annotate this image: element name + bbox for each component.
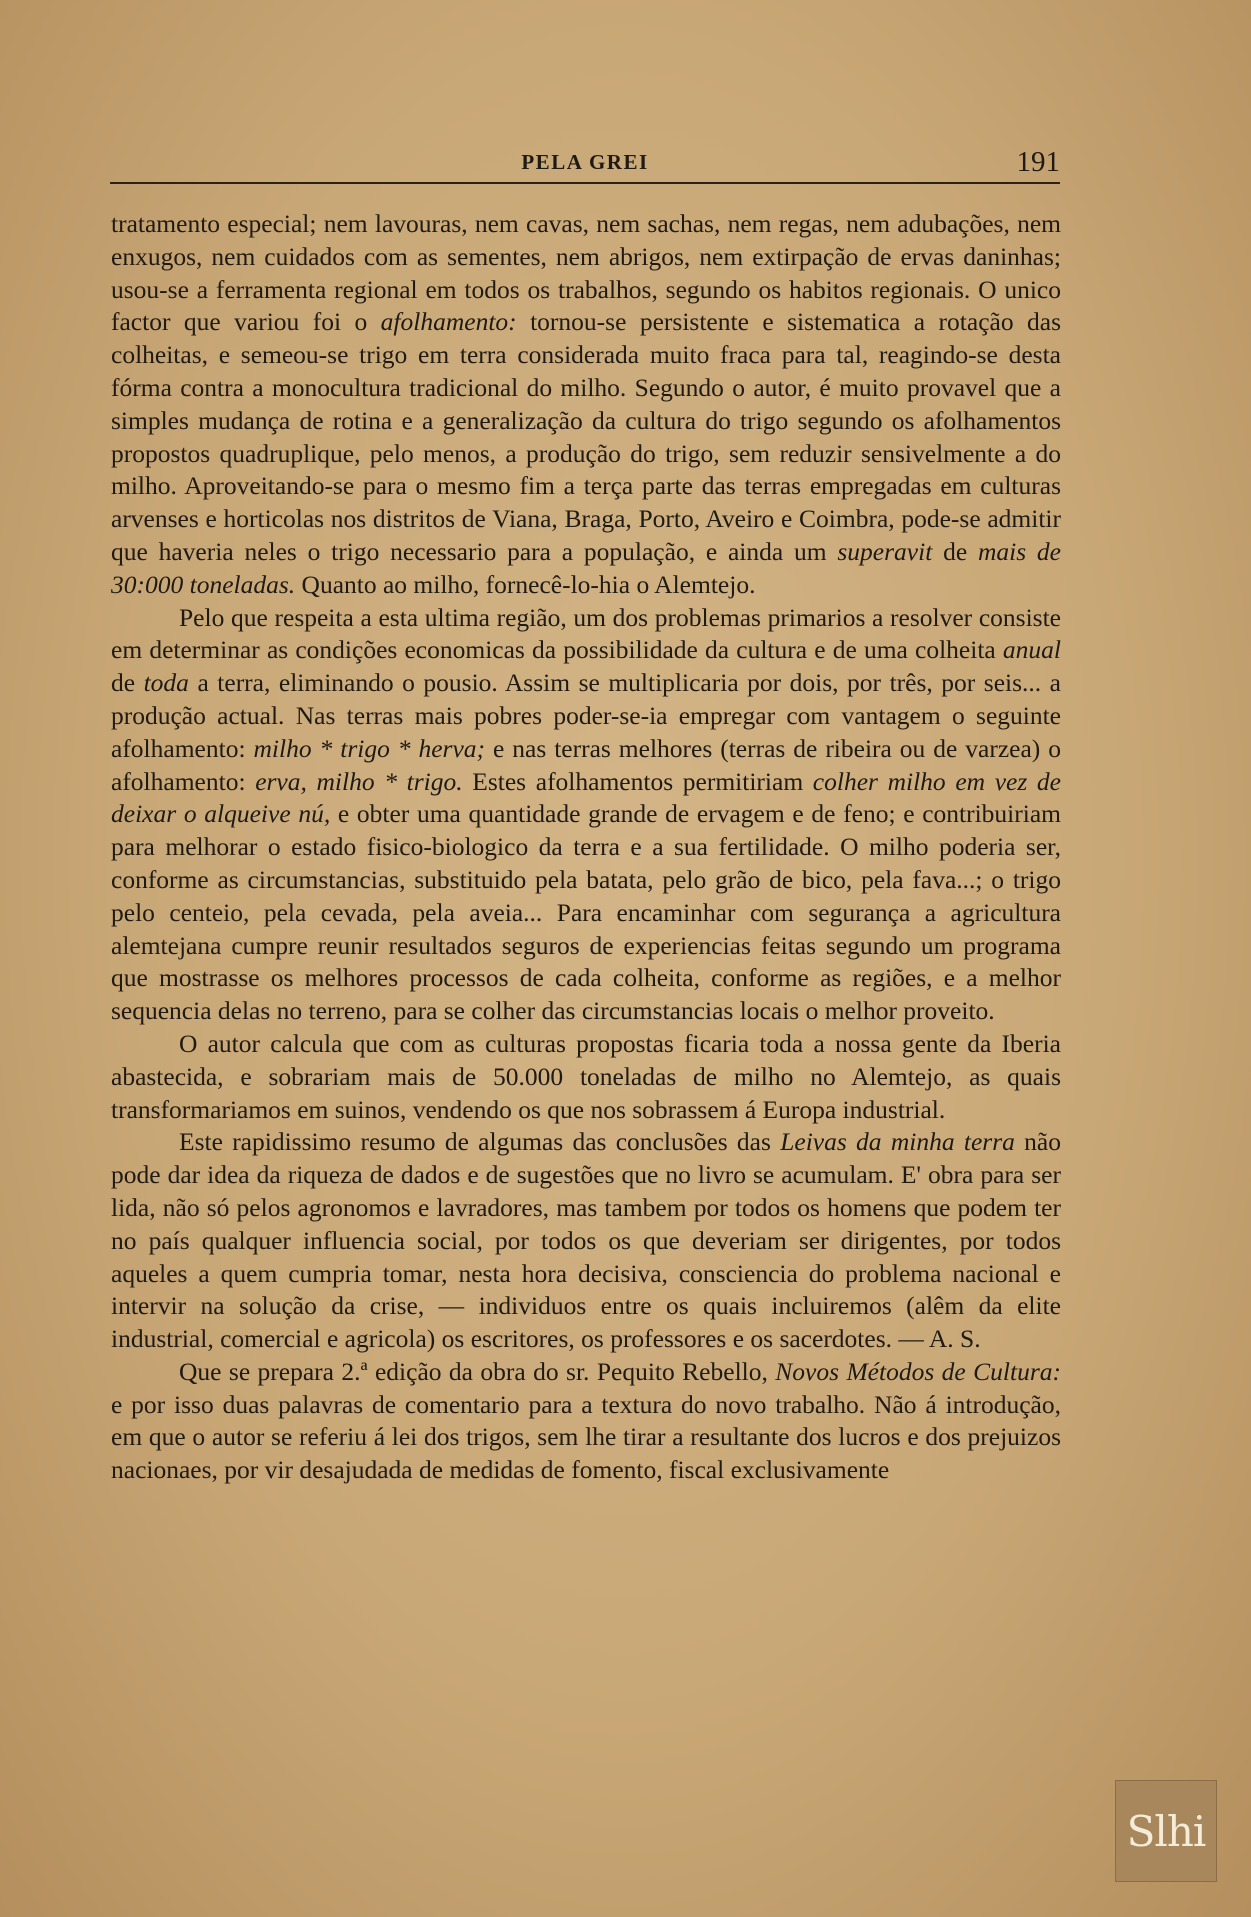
text-run: e obter uma quantidade grande de ervagem e de feno; e contribuiriam para melhorar o estado fisico-biologico da terra e a sua fertilidade. O milho poderia ser, conforme as circumstancias, substituido pela batata, pelo grão de bico, pela fava...; o trigo pelo centeio, pela cevada, pela aveia... Para encaminhar com segurança a agricultura alemtejana cumpre reunir resultados seguros de experiencias feitas segundo um programa que mostrasse os melhores processos de cada colheita, conforme as regiões, e a melhor sequencia delas no terreno, para se colher das circumstancias locais o melhor proveito. — [111, 799, 1061, 1026]
paragraph — [111, 602, 1061, 1028]
paragraph — [111, 1126, 1061, 1356]
running-title: PELA GREI — [521, 150, 649, 174]
logo-text: Slhi — [1126, 1806, 1206, 1856]
library-logo — [1115, 1780, 1217, 1882]
italic-text: afolhamento: — [380, 307, 517, 337]
page-header — [110, 146, 1060, 190]
page-number: 191 — [1016, 146, 1060, 178]
text-run: Quanto ao milho, fornecê-lo-hia o Alemtejo. — [295, 569, 756, 599]
text-run: não pode dar idea da riqueza de dados e de sugestões que no livro se acumulam. E' obra para ser lida, não só pelos agronomos e lavradores, mas tambem por todos os homens que podem ter no país qualquer influencia social, por todos os que deveriam ser dirigentes, por todos aqueles a quem cumpria tomar, nesta hora decisiva, consciencia do problema nacional e intervir na solução da crise, — individuos entre os quais incluiremos (alêm da elite industrial, comercial e agricola) os escritores, os professores e os sacerdotes. — A. S. — [111, 1127, 1061, 1354]
italic-text: Novos Métodos de Cultura: — [775, 1356, 1061, 1386]
text-run: tornou-se persistente e sistematica a rotação das colheitas, e semeou-se trigo em terra considerada muito fraca para tal, reagindo-se desta fórma contra a monocultura tradicional do milho. Segundo o autor, é muito provavel que a simples mudança de rotina e a generalização da cultura do trigo segundo os afolhamentos propostos quadruplique, pelo menos, a produção do trigo, sem reduzir sensivelmente a do milho. Aproveitando-se para o mesmo fim a terça parte das terras empregadas em culturas arvenses e horticolas nos distritos de Viana, Braga, Porto, Aveiro e Coimbra, pode-se admitir que haveria neles o trigo necessario para a população, e ainda um — [111, 307, 1062, 566]
text-run: Pelo que respeita a esta ultima região, um dos problemas primarios a resolver consiste em determinar as condições economicas da possibilidade da cultura e de uma colheita — [111, 602, 1061, 665]
text-run: de — [111, 668, 144, 698]
italic-text: anual — [1002, 635, 1061, 665]
paragraph — [111, 1356, 1061, 1487]
body-text — [111, 208, 1061, 1487]
header-rule — [110, 182, 1060, 184]
text-run: de — [932, 536, 978, 566]
text-run: tratamento especial; nem lavouras, nem cavas, nem sachas, nem regas, nem adubações, nem enxugos, nem cuidados com as sementes, nem abrigos, nem extirpação de ervas daninhas; usou-se a ferramenta regional em todos os trabalhos, segundo os habitos regionais. O unico factor que variou foi o — [111, 209, 1061, 337]
text-run: e nas terras melhores (terras de ribeira ou de varzea) o afolhamento: — [111, 733, 1061, 796]
text-run: a terra, eliminando o pousio. Assim se multiplicaria por dois, por três, por seis... a produção actual. Nas terras mais pobres poder-se-ia empregar com vantagem o seguinte afolhamento: — [111, 668, 1061, 763]
italic-text: colher milho em vez de deixar o alqueive nú, — [111, 766, 1061, 829]
text-run: Estes afolhamentos permitiriam — [462, 766, 813, 796]
italic-text: Leivas da minha terra — [780, 1127, 1015, 1157]
italic-text: superavit — [837, 536, 933, 566]
text-run: O autor calcula que com as culturas propostas ficaria toda a nossa gente da Iberia abastecida, e sobrariam mais de 50.000 toneladas de milho no Alemtejo, as quais transformariamos em suinos, vendendo os que nos sobrassem á Europa industrial. — [111, 1028, 1061, 1124]
paragraph — [111, 208, 1061, 602]
text-run: e por isso duas palavras de comentario para a textura do novo trabalho. Não á introdução, em que o autor se referiu á lei dos trigos, sem lhe tirar a resultante dos lucros e dos prejuizos nacionaes, por vir desajudada de medidas de fomento, fiscal exclusivamente — [111, 1389, 1061, 1485]
italic-text: toda — [143, 668, 189, 698]
paragraph — [111, 1028, 1061, 1126]
italic-text: mais de 30:000 toneladas. — [111, 536, 1061, 599]
italic-text: milho * trigo * herva; — [253, 733, 486, 763]
italic-text: erva, milho * trigo. — [255, 766, 463, 796]
text-run: Que se prepara 2.ª edição da obra do sr. Pequito Rebello, — [179, 1356, 776, 1386]
text-run: Este rapidissimo resumo de algumas das conclusões das — [179, 1127, 781, 1157]
